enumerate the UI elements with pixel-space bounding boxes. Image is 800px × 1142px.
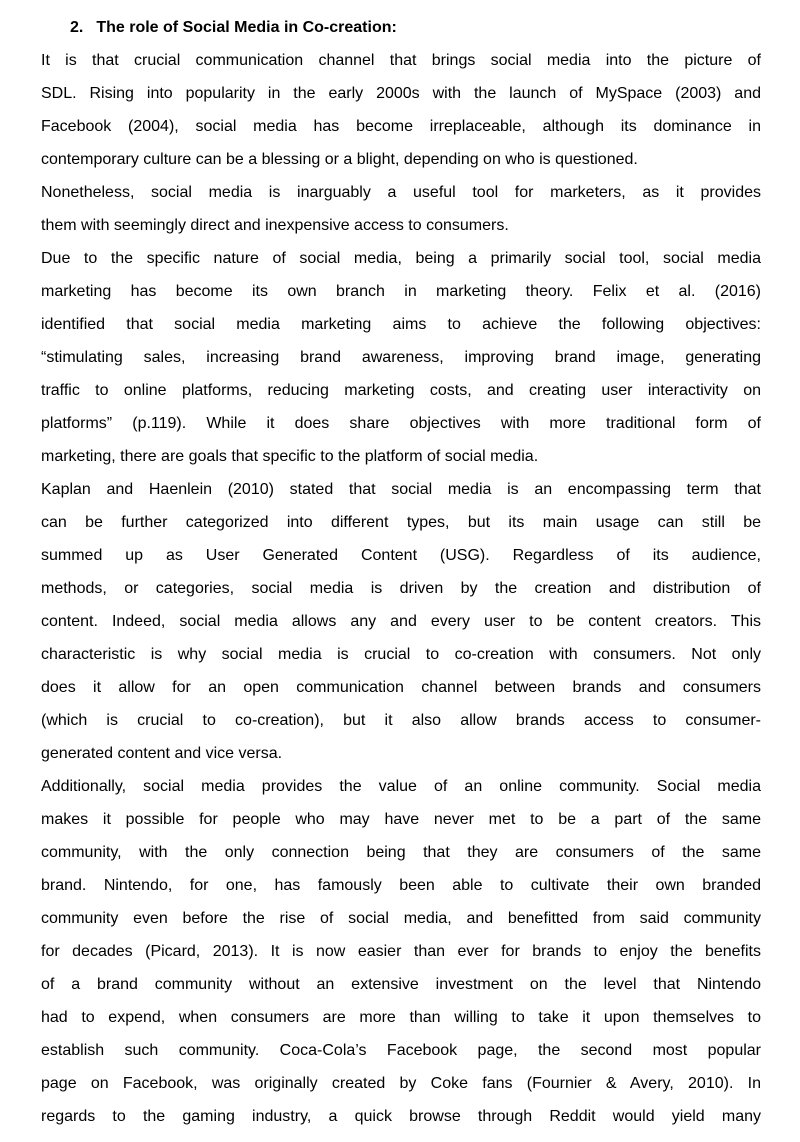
section-title: The role of Social Media in Co-creation: [96,19,397,36]
text-line: of a brand community without an extensive investment on the level that Nintendo [41,976,761,993]
text-line: methods, or categories, social media is driven by the creation and distribution of [41,580,761,597]
text-line: “stimulating sales, increasing brand awareness, improving brand image, generating [41,349,761,366]
text-line: It is that crucial communication channel that brings social media into the picture of [41,52,761,69]
section-heading [41,11,761,44]
text-line: Nonetheless, social media is inarguably a useful tool for marketers, as it provides [41,184,761,201]
text-line: Kaplan and Haenlein (2010) stated that social media is an encompassing term that [41,481,761,498]
text-line: community even before the rise of social media, and benefitted from said community [41,910,761,927]
text-line: SDL. Rising into popularity in the early 2000s with the launch of MySpace (2003) and [41,85,761,102]
text-line: had to expend, when consumers are more than willing to take it upon themselves to [41,1009,761,1026]
text-line: page on Facebook, was originally created by Coke fans (Fournier & Avery, 2010). In [41,1075,761,1092]
text-line: (which is crucial to co-creation), but it also allow brands access to consumer- [41,712,761,729]
text-line: content. Indeed, social media allows any and every user to be content creators. This [41,613,761,630]
text-line: does it allow for an open communication channel between brands and consumers [41,679,761,696]
text-line: generated content and vice versa. [41,745,283,762]
text-line: Facebook (2004), social media has become irreplaceable, although its dominance in [41,118,761,135]
text-line: for decades (Picard, 2013). It is now easier than ever for brands to enjoy the benefits [41,943,761,960]
text-line: marketing, there are goals that specific to the platform of social media. [41,448,539,465]
body-text [41,44,761,1133]
text-line: can be further categorized into different types, but its main usage can still be [41,514,761,531]
text-line: them with seemingly direct and inexpensive access to consumers. [41,217,509,234]
text-line: Additionally, social media provides the value of an online community. Social media [41,778,761,795]
text-line: platforms” (p.119). While it does share objectives with more traditional form of [41,415,761,432]
text-line: marketing has become its own branch in marketing theory. Felix et al. (2016) [41,283,761,300]
text-line: traffic to online platforms, reducing marketing costs, and creating user interactivity on [41,382,761,399]
text-line: makes it possible for people who may have never met to be a part of the same [41,811,761,828]
text-line: Due to the specific nature of social media, being a primarily social tool, social media [41,250,761,267]
text-line: summed up as User Generated Content (USG). Regardless of its audience, [41,547,761,564]
section-number: 2. [70,19,84,36]
text-line: regards to the gaming industry, a quick browse through Reddit would yield many [41,1108,761,1125]
text-line: establish such community. Coca-Cola’s Facebook page, the second most popular [41,1042,761,1059]
text-line: community, with the only connection being that they are consumers of the same [41,844,761,861]
text-line: brand. Nintendo, for one, has famously been able to cultivate their own branded [41,877,761,894]
text-line: contemporary culture can be a blessing or a blight, depending on who is questioned. [41,151,638,168]
text-line: identified that social media marketing aims to achieve the following objectives: [41,316,761,333]
text-line: characteristic is why social media is crucial to co-creation with consumers. Not only [41,646,761,663]
